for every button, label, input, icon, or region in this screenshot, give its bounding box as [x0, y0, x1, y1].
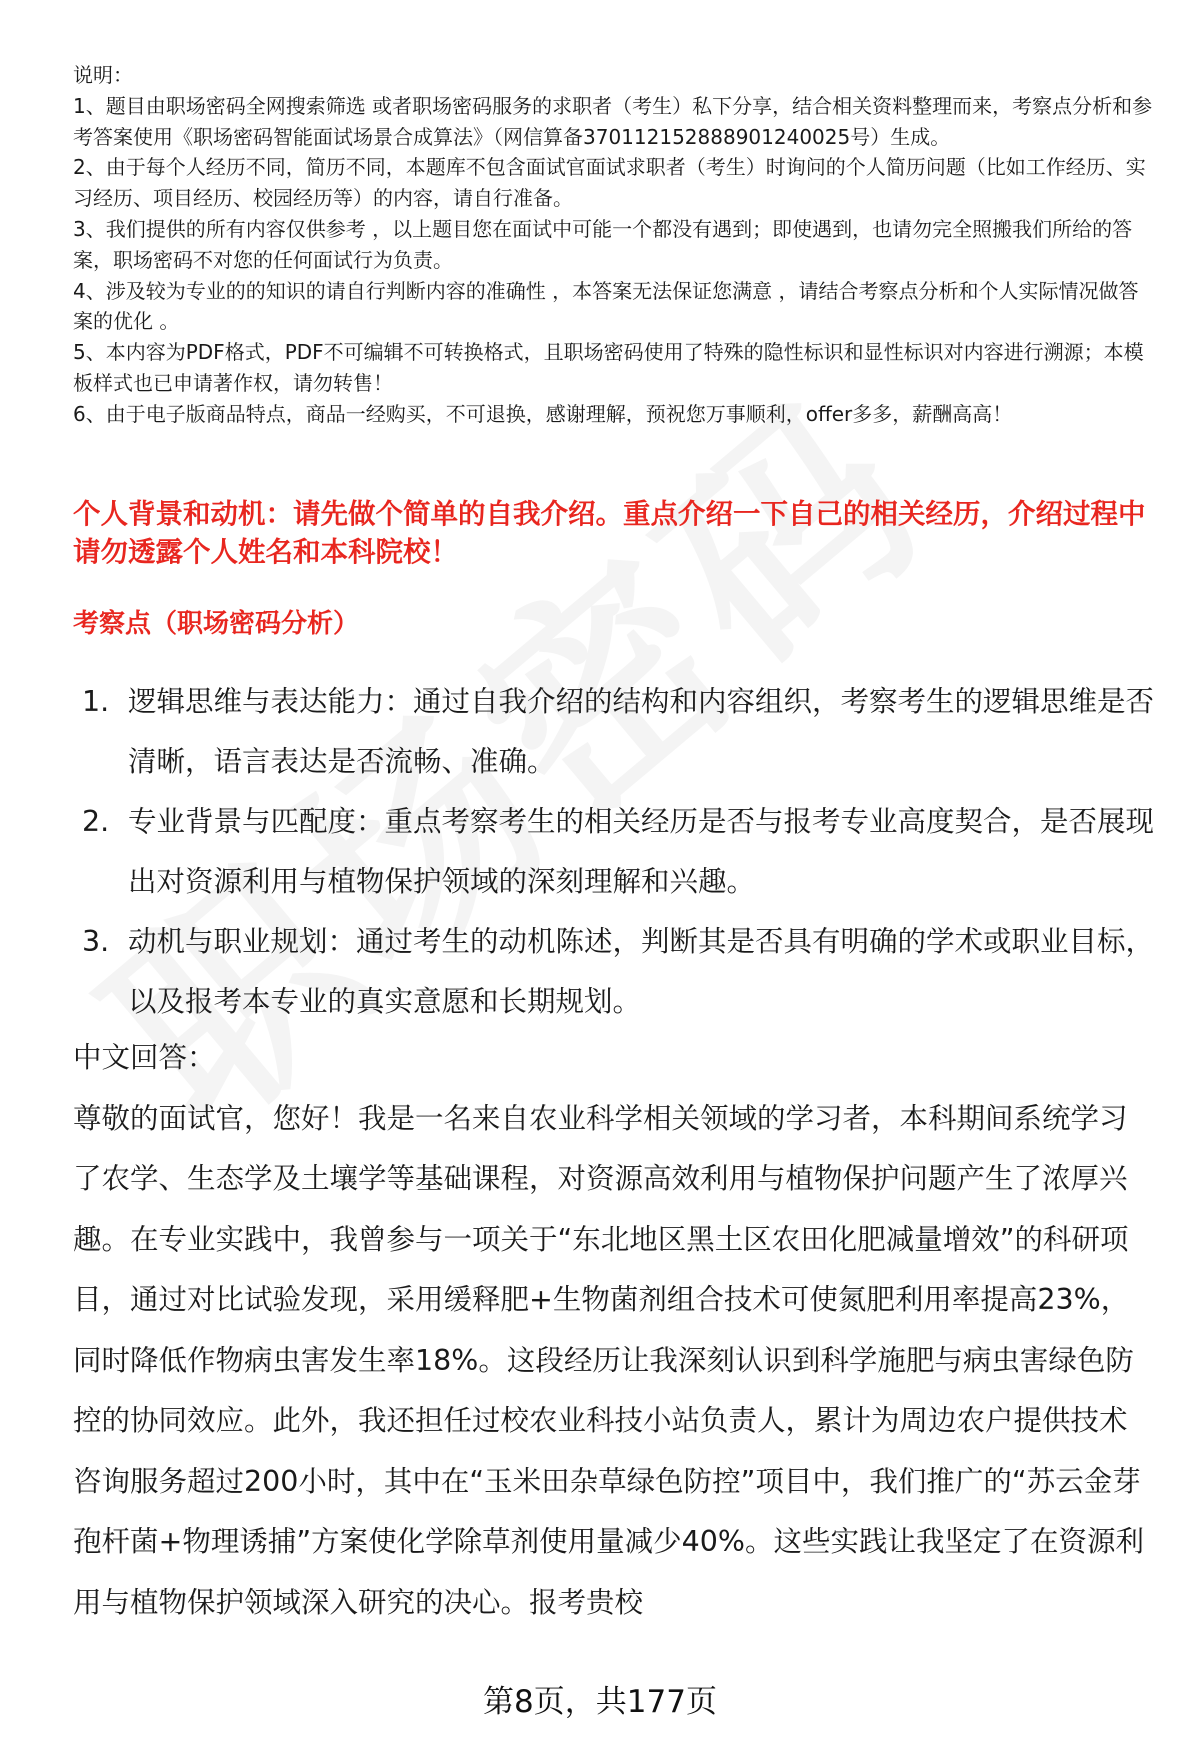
- point-number: 3.: [82, 925, 110, 958]
- analysis-heading: 考察点（职场密码分析）: [73, 609, 360, 639]
- notes-title: 说明：: [73, 63, 133, 87]
- point-number: 2.: [82, 805, 110, 838]
- point-text: 动机与职业规划：通过考生的动机陈述，判断其是否具有明确的学术或职业目标，以及报考本专业的真实意愿和长期规划。: [128, 925, 1155, 1018]
- point-number: 1.: [82, 685, 110, 718]
- page-footer: 第8页，共177页: [483, 1684, 717, 1720]
- analysis-point: [82, 912, 1157, 1032]
- analysis-point: [82, 672, 1157, 792]
- question-heading: 个人背景和动机：请先做个简单的自我介绍。重点介绍一下自己的相关经历，介绍过程中请勿透露个人姓名和本科院校！: [73, 498, 1146, 568]
- note-item: 2、由于每个人经历不同，简历不同，本题库不包含面试官面试求职者（考生）时询问的个人简历问题（比如工作经历、实习经历、项目经历、校园经历等）的内容，请自行准备。: [73, 155, 1146, 211]
- analysis-points: [82, 672, 1157, 1032]
- answer-text: 尊敬的面试官，您好！我是一名来自农业科学相关领域的学习者，本科期间系统学习了农学、生态学及土壤学等基础课程，对资源高效利用与植物保护问题产生了浓厚兴趣。在专业实践中，我曾参与一项关于“东北地区黑土区农田化肥减量增效”的科研项目，通过对比试验发现，采用缓释肥+生物菌剂组合技术可使氮肥利用率提高23%，同时降低作物病虫害发生率18%。这段经历让我深刻认识到科学施肥与病虫害绿色防控的协同效应。此外，我还担任过校农业科技小站负责人，累计为周边农户提供技术咨询服务超过200小时，其中在“玉米田杂草绿色防控”项目中，我们推广的“苏云金芽孢杆菌+物理诱捕”方案使化学除草剂使用量减少40%。这些实践让我坚定了在资源利用与植物保护领域深入研究的决心。报考贵校: [73, 1101, 1144, 1619]
- answer-section: [73, 1028, 1153, 1633]
- note-item: 1、题目由职场密码全网搜索筛选 或者职场密码服务的求职者（考生）私下分享，结合相关资料整理而来，考察点分析和参考答案使用《职场密码智能面试场景合成算法》（网信算备370112152888901240025号）生成。: [73, 93, 1153, 149]
- note-item: 6、由于电子版商品特点，商品一经购买，不可退换，感谢理解，预祝您万事顺利，offer多多，薪酬高高！: [73, 401, 1013, 426]
- answer-label: 中文回答：: [73, 1041, 216, 1074]
- note-item: 4、涉及较为专业的的知识的请自行判断内容的准确性 ，本答案无法保证您满意 ，请结合考察点分析和个人实际情况做答案的优化 。: [73, 278, 1139, 334]
- notes-section: [73, 60, 1153, 430]
- point-text: 逻辑思维与表达能力：通过自我介绍的结构和内容组织，考察考生的逻辑思维是否清晰，语言表达是否流畅、准确。: [128, 685, 1155, 778]
- point-text: 专业背景与匹配度：重点考察考生的相关经历是否与报考专业高度契合，是否展现出对资源利用与植物保护领域的深刻理解和兴趣。: [128, 805, 1155, 898]
- analysis-point: [82, 792, 1157, 912]
- note-item: 3、我们提供的所有内容仅供参考 ，以上题目您在面试中可能一个都没有遇到；即使遇到，也请勿完全照搬我们所给的答案，职场密码不对您的任何面试行为负责。: [73, 216, 1133, 272]
- note-item: 5、本内容为PDF格式，PDF不可编辑不可转换格式，且职场密码使用了特殊的隐性标识和显性标识对内容进行溯源；本模板样式也已申请著作权，请勿转售！: [73, 340, 1144, 395]
